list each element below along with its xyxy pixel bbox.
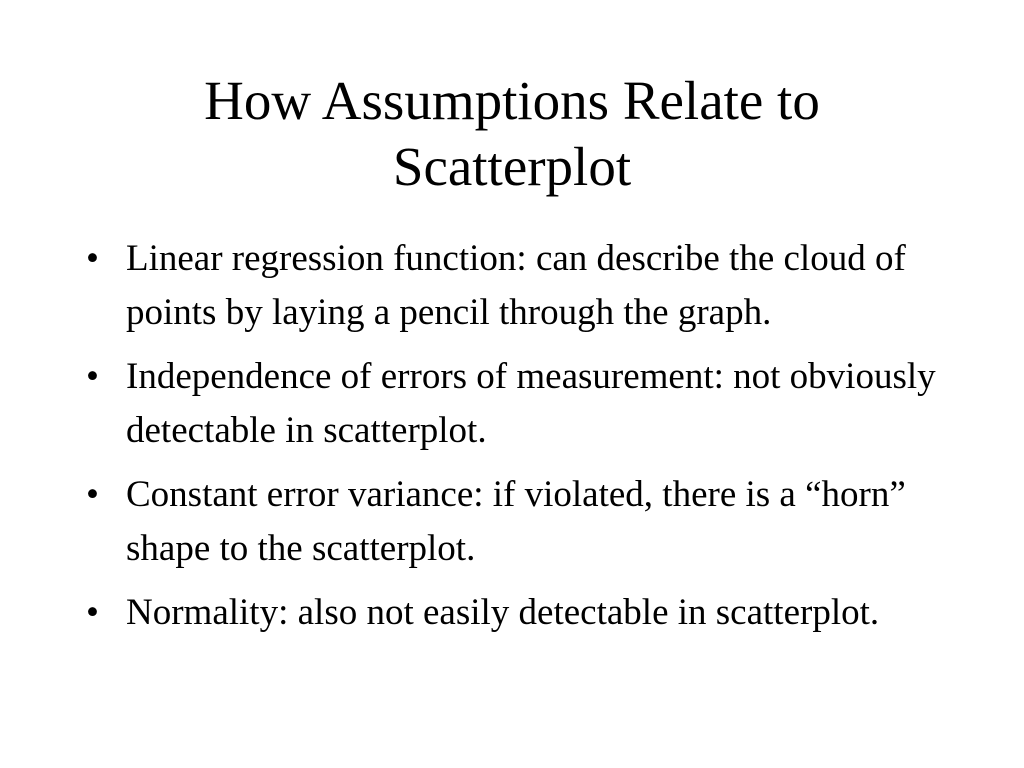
bullet-icon: • xyxy=(86,592,99,633)
bullet-text: Normality: also not easily detectable in scatterplot. xyxy=(126,592,880,633)
bullet-text: Independence of errors of measurement: not obviously detectable in scatterplot. xyxy=(126,356,936,451)
bullet-icon: • xyxy=(86,474,99,515)
bullet-list xyxy=(86,232,946,650)
bullet-item xyxy=(86,350,946,458)
bullet-item xyxy=(86,468,946,576)
bullet-icon: • xyxy=(86,238,99,279)
bullet-text: Constant error variance: if violated, there is a “horn” shape to the scatterplot. xyxy=(126,474,906,569)
bullet-text: Linear regression function: can describe the cloud of points by laying a pencil through the graph. xyxy=(126,238,906,333)
bullet-item xyxy=(86,232,946,340)
bullet-icon: • xyxy=(86,356,99,397)
bullet-item xyxy=(86,586,946,640)
slide-title: How Assumptions Relate to Scatterplot xyxy=(204,70,820,197)
